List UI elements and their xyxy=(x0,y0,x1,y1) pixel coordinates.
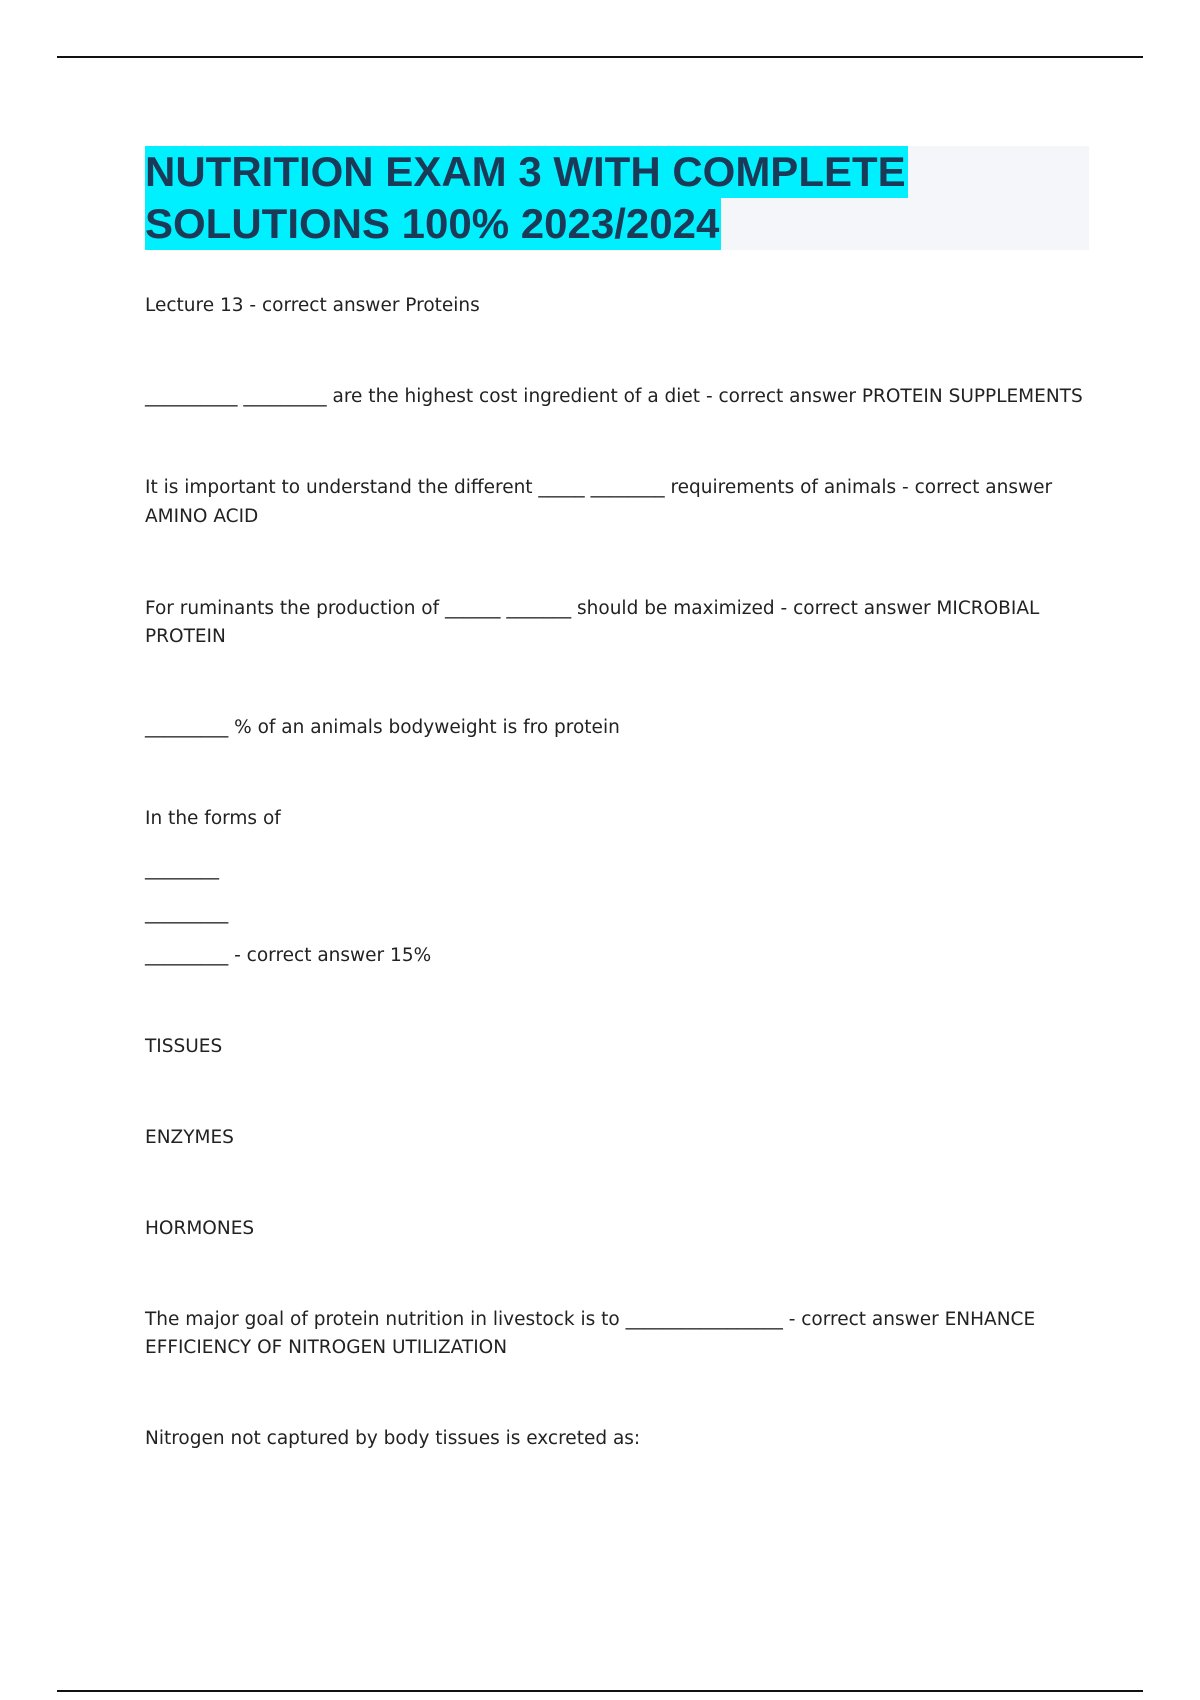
question-ruminants-line-2: PROTEIN xyxy=(145,626,226,647)
forms-of-label: In the forms of xyxy=(145,808,281,829)
answer-hormones: HORMONES xyxy=(145,1218,255,1239)
bodyweight-answer: _________ - correct answer 15% xyxy=(145,945,432,966)
question-amino-acid-line-1: It is important to understand the different _____ ________ requirements of animals - correct answer xyxy=(145,477,1053,498)
question-nitrogen-excreted: Nitrogen not captured by body tissues is excreted as: xyxy=(145,1428,641,1449)
question-amino-acid-line-2: AMINO ACID xyxy=(145,506,259,527)
blank-line-2: _________ xyxy=(145,903,229,924)
question-bodyweight: _________ % of an animals bodyweight is fro protein xyxy=(145,717,620,738)
question-major-goal-line-2: EFFICIENCY OF NITROGEN UTILIZATION xyxy=(145,1337,508,1358)
question-ruminants-line-1: For ruminants the production of ______ _______ should be maximized - correct answer MICROBIAL xyxy=(145,598,1040,619)
answer-enzymes: ENZYMES xyxy=(145,1127,234,1148)
document-title xyxy=(145,146,1089,250)
top-rule xyxy=(57,56,1143,58)
blank-line-1: ________ xyxy=(145,859,219,880)
title-line-2: SOLUTIONS 100% 2023/2024 xyxy=(145,198,721,250)
question-lecture-13: Lecture 13 - correct answer Proteins xyxy=(145,295,480,316)
title-line-1: NUTRITION EXAM 3 WITH COMPLETE xyxy=(145,146,908,198)
answer-tissues: TISSUES xyxy=(145,1036,223,1057)
bottom-rule xyxy=(57,1690,1143,1692)
question-highest-cost: __________ _________ are the highest cost ingredient of a diet - correct answer PROTEIN SUPPLEMENTS xyxy=(145,386,1083,407)
question-major-goal-line-1: The major goal of protein nutrition in livestock is to _________________ - correct answer ENHANCE xyxy=(145,1309,1036,1330)
